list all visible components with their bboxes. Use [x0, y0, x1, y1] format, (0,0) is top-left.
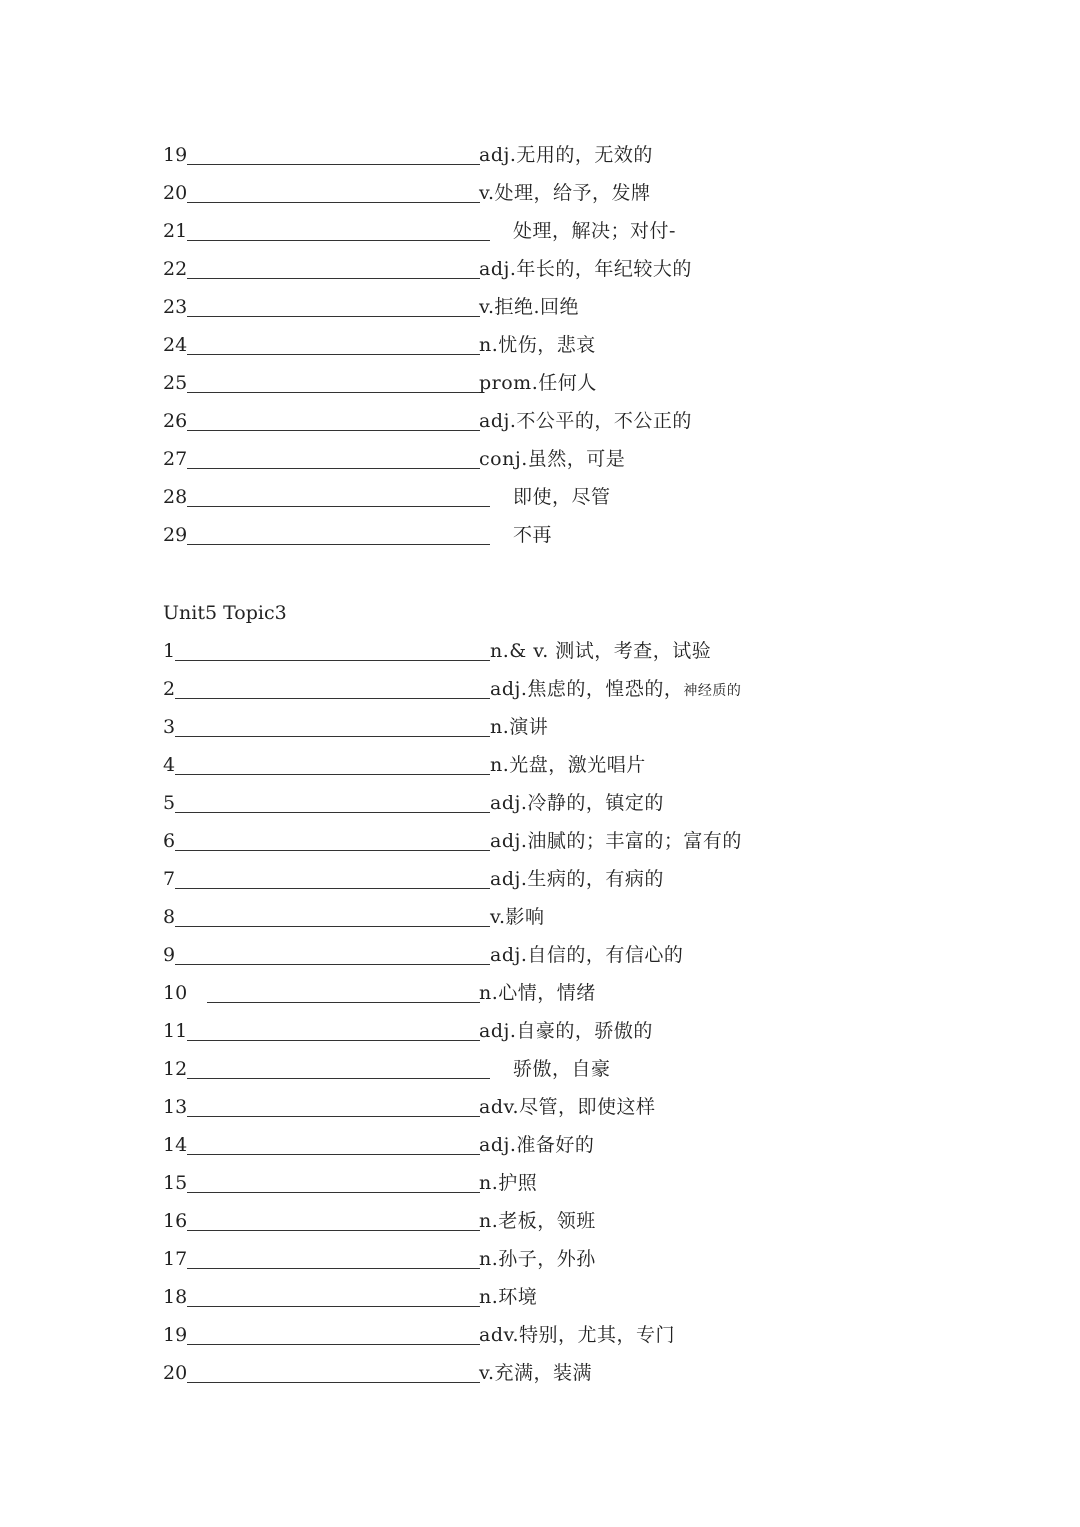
item-number: 1 — [163, 640, 176, 662]
answer-blank — [187, 354, 480, 355]
item-meaning: adj.准备好的 — [479, 1134, 595, 1156]
item-number: 9 — [163, 944, 176, 966]
meaning-main: adj.焦虑的，惶恐的， — [490, 678, 684, 700]
item-meaning: 即使，尽管 — [513, 486, 611, 508]
item-number: 22 — [163, 258, 188, 280]
answer-blank — [187, 392, 480, 393]
item-meaning: n.& v. 测试，考查，试验 — [490, 640, 712, 662]
item-meaning: n.老板，领班 — [479, 1210, 596, 1232]
answer-blank — [175, 736, 490, 737]
vocab-row — [163, 826, 863, 856]
item-number: 19 — [163, 144, 188, 166]
item-number: 18 — [163, 1286, 188, 1308]
answer-blank — [187, 1040, 480, 1041]
vocab-row — [163, 1016, 863, 1046]
item-number: 8 — [163, 906, 176, 928]
vocab-row — [163, 1206, 863, 1236]
vocab-row — [163, 368, 863, 398]
item-meaning: v.处理，给予，发牌 — [479, 182, 651, 204]
answer-blank — [175, 964, 490, 965]
item-meaning: v.充满，装满 — [479, 1362, 593, 1384]
item-number: 6 — [163, 830, 176, 852]
answer-blank — [187, 1344, 480, 1345]
item-number: 17 — [163, 1248, 188, 1270]
item-meaning: adj.自信的，有信心的 — [490, 944, 684, 966]
item-number: 2 — [163, 678, 176, 700]
item-number: 16 — [163, 1210, 188, 1232]
item-number: 4 — [163, 754, 176, 776]
vocab-row — [163, 1244, 863, 1274]
item-number: 3 — [163, 716, 176, 738]
item-meaning: n.孙子，外孙 — [479, 1248, 596, 1270]
item-meaning: prom.任何人 — [479, 372, 597, 394]
item-meaning: adj.自豪的，骄傲的 — [479, 1020, 653, 1042]
answer-blank — [187, 1306, 480, 1307]
item-meaning: 不再 — [513, 524, 553, 546]
item-number: 29 — [163, 524, 188, 546]
answer-blank — [187, 1154, 480, 1155]
item-number: 26 — [163, 410, 188, 432]
item-number: 10 — [163, 982, 188, 1004]
vocab-row — [163, 674, 863, 704]
item-meaning: 骄傲，自豪 — [513, 1058, 611, 1080]
answer-blank — [187, 1268, 480, 1269]
item-number: 28 — [163, 486, 188, 508]
vocab-row — [163, 750, 863, 780]
vocab-row — [163, 712, 863, 742]
answer-blank — [175, 888, 490, 889]
vocab-row — [163, 140, 863, 170]
vocab-row — [163, 520, 863, 550]
vocab-row — [163, 1282, 863, 1312]
item-number: 25 — [163, 372, 188, 394]
vocab-row — [163, 1358, 863, 1388]
item-meaning: v.拒绝.回绝 — [479, 296, 580, 318]
answer-blank — [187, 164, 480, 165]
vocab-row — [163, 406, 863, 436]
item-number: 5 — [163, 792, 176, 814]
item-meaning: conj.虽然，可是 — [479, 448, 626, 470]
answer-blank — [187, 1116, 480, 1117]
vocab-row — [163, 292, 863, 322]
vocab-row — [163, 216, 863, 246]
vocab-row — [163, 254, 863, 284]
item-number: 11 — [163, 1020, 188, 1042]
answer-blank — [175, 698, 490, 699]
item-meaning: adv.尽管，即使这样 — [479, 1096, 656, 1118]
answer-blank — [187, 506, 490, 507]
answer-blank — [175, 812, 490, 813]
vocab-row — [163, 902, 863, 932]
item-meaning: adj.油腻的；丰富的；富有的 — [490, 830, 742, 852]
vocab-row — [163, 788, 863, 818]
item-meaning: n.演讲 — [490, 716, 549, 738]
answer-blank — [175, 660, 490, 661]
answer-blank — [187, 430, 480, 431]
answer-blank — [187, 1192, 480, 1193]
answer-blank — [187, 316, 480, 317]
answer-blank — [187, 1382, 480, 1383]
item-number: 14 — [163, 1134, 188, 1156]
vocab-row — [163, 1092, 863, 1122]
item-number: 21 — [163, 220, 188, 242]
answer-blank — [175, 850, 490, 851]
answer-blank — [187, 544, 490, 545]
item-number: 23 — [163, 296, 188, 318]
item-number: 19 — [163, 1324, 188, 1346]
item-meaning: v.影响 — [490, 906, 545, 928]
item-meaning — [490, 674, 741, 706]
answer-blank — [175, 926, 490, 927]
vocab-row — [163, 178, 863, 208]
vocab-row — [163, 1320, 863, 1350]
answer-blank — [175, 774, 490, 775]
vocab-row — [163, 482, 863, 512]
item-number: 13 — [163, 1096, 188, 1118]
item-meaning: adj.生病的，有病的 — [490, 868, 664, 890]
item-meaning: n.忧伤，悲哀 — [479, 334, 596, 356]
vocab-row — [163, 1168, 863, 1198]
vocab-row — [163, 636, 863, 666]
item-number: 20 — [163, 182, 188, 204]
answer-blank — [207, 1002, 480, 1003]
vocab-row — [163, 978, 863, 1008]
item-meaning: n.护照 — [479, 1172, 538, 1194]
section-heading: Unit5 Topic3 — [163, 602, 287, 624]
vocab-row — [163, 444, 863, 474]
item-meaning: adj.无用的，无效的 — [479, 144, 653, 166]
meaning-small: 神经质的 — [683, 683, 742, 699]
item-meaning: n.心情，情绪 — [479, 982, 596, 1004]
item-meaning: adj.冷静的，镇定的 — [490, 792, 664, 814]
vocab-row — [163, 1130, 863, 1160]
item-meaning: n.环境 — [479, 1286, 538, 1308]
item-number: 15 — [163, 1172, 188, 1194]
answer-blank — [187, 468, 480, 469]
item-meaning: adv.特别，尤其，专门 — [479, 1324, 676, 1346]
item-meaning: adj.年长的，年纪较大的 — [479, 258, 692, 280]
vocab-row — [163, 940, 863, 970]
vocab-row — [163, 864, 863, 894]
item-number: 12 — [163, 1058, 188, 1080]
answer-blank — [187, 1230, 480, 1231]
vocab-row — [163, 330, 863, 360]
vocab-row — [163, 1054, 863, 1084]
item-number: 24 — [163, 334, 188, 356]
item-number: 27 — [163, 448, 188, 470]
item-meaning: adj.不公平的，不公正的 — [479, 410, 692, 432]
item-meaning: 处理，解决；对付- — [513, 220, 676, 242]
answer-blank — [187, 1078, 490, 1079]
answer-blank — [187, 240, 490, 241]
item-number: 20 — [163, 1362, 188, 1384]
answer-blank — [187, 202, 480, 203]
item-number: 7 — [163, 868, 176, 890]
answer-blank — [187, 278, 480, 279]
item-meaning: n.光盘，激光唱片 — [490, 754, 646, 776]
